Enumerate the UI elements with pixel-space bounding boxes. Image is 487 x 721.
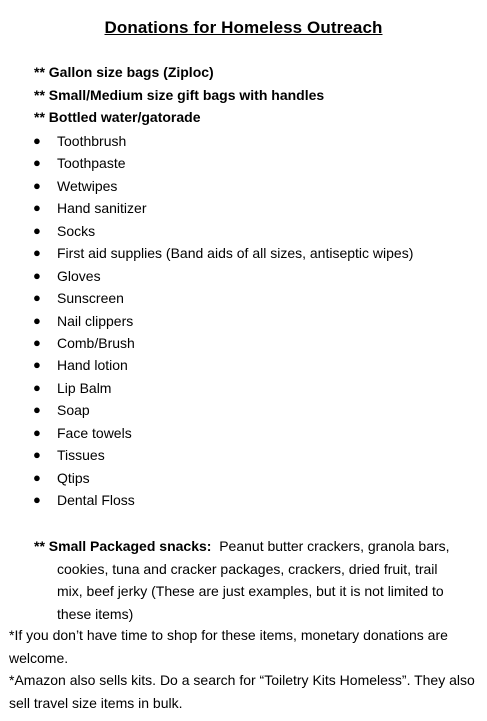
- list-item-label: Hand sanitizer: [57, 200, 147, 217]
- list-item-label: Toothpaste: [57, 155, 126, 172]
- starred-item-gift-bags: ** Small/Medium size gift bags with handles: [34, 87, 325, 103]
- list-item-label: Lip Balm: [57, 379, 112, 396]
- bullet-icon: ●: [33, 267, 41, 283]
- starred-item-gallon-bags: ** Gallon size bags (Ziploc): [34, 64, 214, 80]
- list-item-label: Qtips: [57, 469, 90, 486]
- bullet-icon: ●: [33, 177, 41, 193]
- bullet-icon: ●: [33, 424, 41, 440]
- list-item-label: Nail clippers: [57, 312, 134, 329]
- monetary-donation-note: *If you don’t have time to shop for these items, monetary donations are welcome.: [9, 627, 448, 666]
- list-item-label: Sunscreen: [57, 290, 124, 307]
- list-item-label: Gloves: [57, 267, 101, 284]
- bullet-icon: ●: [33, 379, 41, 395]
- starred-item-bottled-water: ** Bottled water/gatorade: [34, 109, 201, 125]
- list-item-label: Socks: [57, 222, 96, 239]
- snacks-first-line: Peanut butter crackers, granola bars,: [211, 538, 450, 554]
- snacks-continuation-line: these items): [57, 605, 134, 622]
- bullet-icon: ●: [33, 133, 41, 148]
- bullet-icon: ●: [33, 245, 41, 261]
- amazon-kits-note: *Amazon also sells kits. Do a search for “Toiletry Kits Homeless”. They also sell travel size items in bulk.: [9, 672, 475, 711]
- bullet-icon: ●: [33, 155, 41, 171]
- list-item-label: Face towels: [57, 424, 132, 441]
- bullet-icon: ●: [33, 492, 41, 507]
- bullet-icon: ●: [33, 312, 41, 328]
- list-item-label: Tissues: [57, 447, 105, 464]
- bullet-icon: ●: [33, 402, 41, 418]
- snacks-lead: ** Small Packaged snacks:: [34, 538, 212, 554]
- bullet-icon: ●: [33, 222, 41, 238]
- snacks-continuation-line: cookies, tuna and cracker packages, crackers, dried fruit, trail: [57, 560, 438, 577]
- list-item-label: Toothbrush: [57, 133, 127, 149]
- bullet-icon: ●: [33, 290, 41, 306]
- snacks-paragraph: [34, 535, 474, 625]
- list-item-label: Comb/Brush: [57, 334, 135, 351]
- bullet-icon: ●: [33, 469, 41, 485]
- snacks-continuation-line: mix, beef jerky (These are just examples, but it is not limited to: [57, 583, 444, 599]
- bullet-icon: ●: [33, 334, 41, 350]
- page-title: Donations for Homeless Outreach: [104, 18, 383, 37]
- bullet-icon: ●: [33, 447, 41, 463]
- list-item-label: Soap: [57, 402, 90, 419]
- list-item-label: Hand lotion: [57, 357, 128, 374]
- list-item-label: Wetwipes: [57, 177, 118, 194]
- list-item-label: Dental Floss: [57, 492, 135, 508]
- bullet-icon: ●: [33, 200, 41, 216]
- bullet-icon: ●: [33, 357, 41, 373]
- list-item-label: First aid supplies (Band aids of all sizes, antiseptic wipes): [57, 245, 414, 262]
